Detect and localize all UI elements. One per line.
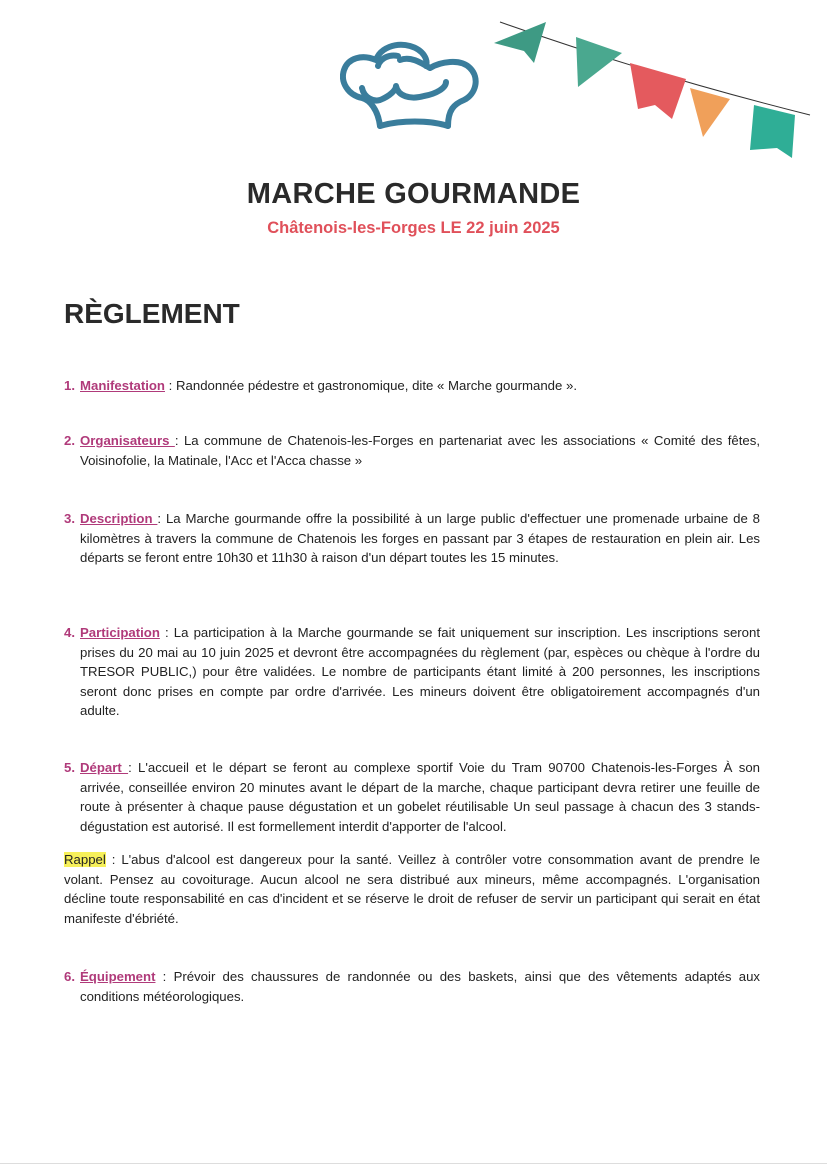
item-text: Randonnée pédestre et gastronomique, dite « Marche gourmande ». <box>176 378 578 393</box>
rule-item-depart <box>64 758 760 836</box>
document-subtitle: Châtenois-les-Forges LE 22 juin 2025 <box>267 219 560 237</box>
rappel-label: Rappel <box>64 852 106 867</box>
item-number: 1. <box>64 378 75 393</box>
item-separator: : <box>128 760 139 775</box>
item-separator: : <box>159 625 174 640</box>
rule-item-organisateurs <box>64 431 760 470</box>
item-text: La commune de Chatenois-les-Forges en partenariat avec les associations « Comité des fêtes, Voisinofolie, la Matinale, l'Acc et l'Acca chasse » <box>80 433 760 468</box>
item-label: Départ <box>80 760 129 775</box>
item-label: Organisateurs <box>80 433 175 448</box>
item-text: La participation à la Marche gourmande se fait uniquement sur inscription. Les inscriptions seront prises du 20 mai au 10 juin 2025 et devront être accompagnées du règlement (par, espèces ou chèque à l'ordre du TRESOR PUBLIC,) pour être validées. Le nombre de participants étant limité à 200 personnes, les inscriptions seront donc prises en compte par ordre d'arrivée. Les mineurs doivent être obligatoirement accompagnés d'un adulte. <box>80 625 760 718</box>
chef-hat-icon <box>340 40 485 135</box>
section-heading: RÈGLEMENT <box>64 298 240 329</box>
document-title: MARCHE GOURMANDE <box>246 178 581 210</box>
scan-edge-divider <box>0 1163 827 1164</box>
item-separator: : <box>157 511 166 526</box>
item-label: Manifestation <box>80 378 165 393</box>
rappel-text: L'abus d'alcool est dangereux pour la santé. Veillez à contrôler votre consommation avant de prendre le volant. Pensez au covoiturage. Aucun alcool ne sera distribué aux mineurs, même accompagnés. L'organisation décline toute responsabilité en cas d'incident et se réserve le droit de refuser de servir un participant qui serait en état manifeste d'ébriété. <box>64 852 760 926</box>
item-separator: : <box>174 433 184 448</box>
rappel-separator: : <box>105 852 122 867</box>
rule-item-equipement <box>64 967 760 1006</box>
item-label: Équipement <box>80 969 156 984</box>
item-label: Description <box>80 511 158 526</box>
rule-item-participation <box>64 623 760 721</box>
item-number: 4. <box>64 625 75 640</box>
item-number: 5. <box>64 760 75 775</box>
item-number: 3. <box>64 511 75 526</box>
rule-item-description <box>64 509 760 568</box>
rappel-note <box>64 850 760 928</box>
bunting-flags-icon <box>490 15 827 165</box>
item-separator: : <box>165 378 176 393</box>
item-text: La Marche gourmande offre la possibilité à un large public d'effectuer une promenade urbaine de 8 kilomètres à travers la commune de Chatenois les forges en passant par 3 étapes de restauration en plein air. Les départs se feront entre 10h30 et 11h30 à raison d'un départ toutes les 15 minutes. <box>80 511 760 565</box>
item-separator: : <box>155 969 174 984</box>
item-number: 6. <box>64 969 75 984</box>
item-text: L'accueil et le départ se feront au complexe sportif Voie du Tram 90700 Chatenois-les-Forges À son arrivée, conseillée environ 20 minutes avant le départ de la marche, chaque participant devra retirer une feuille de route à présenter à chaque pause dégustation et un gobelet réutilisable Un seul passage à chacun des 3 stands-dégustation est autorisé. Il est formellement interdit d'apporter de l'alcool. <box>80 760 760 834</box>
rule-item-manifestation <box>64 376 760 396</box>
item-label: Participation <box>80 625 160 640</box>
item-number: 2. <box>64 433 75 448</box>
item-text: Prévoir des chaussures de randonnée ou des baskets, ainsi que des vêtements adaptés aux conditions météorologiques. <box>80 969 760 1004</box>
